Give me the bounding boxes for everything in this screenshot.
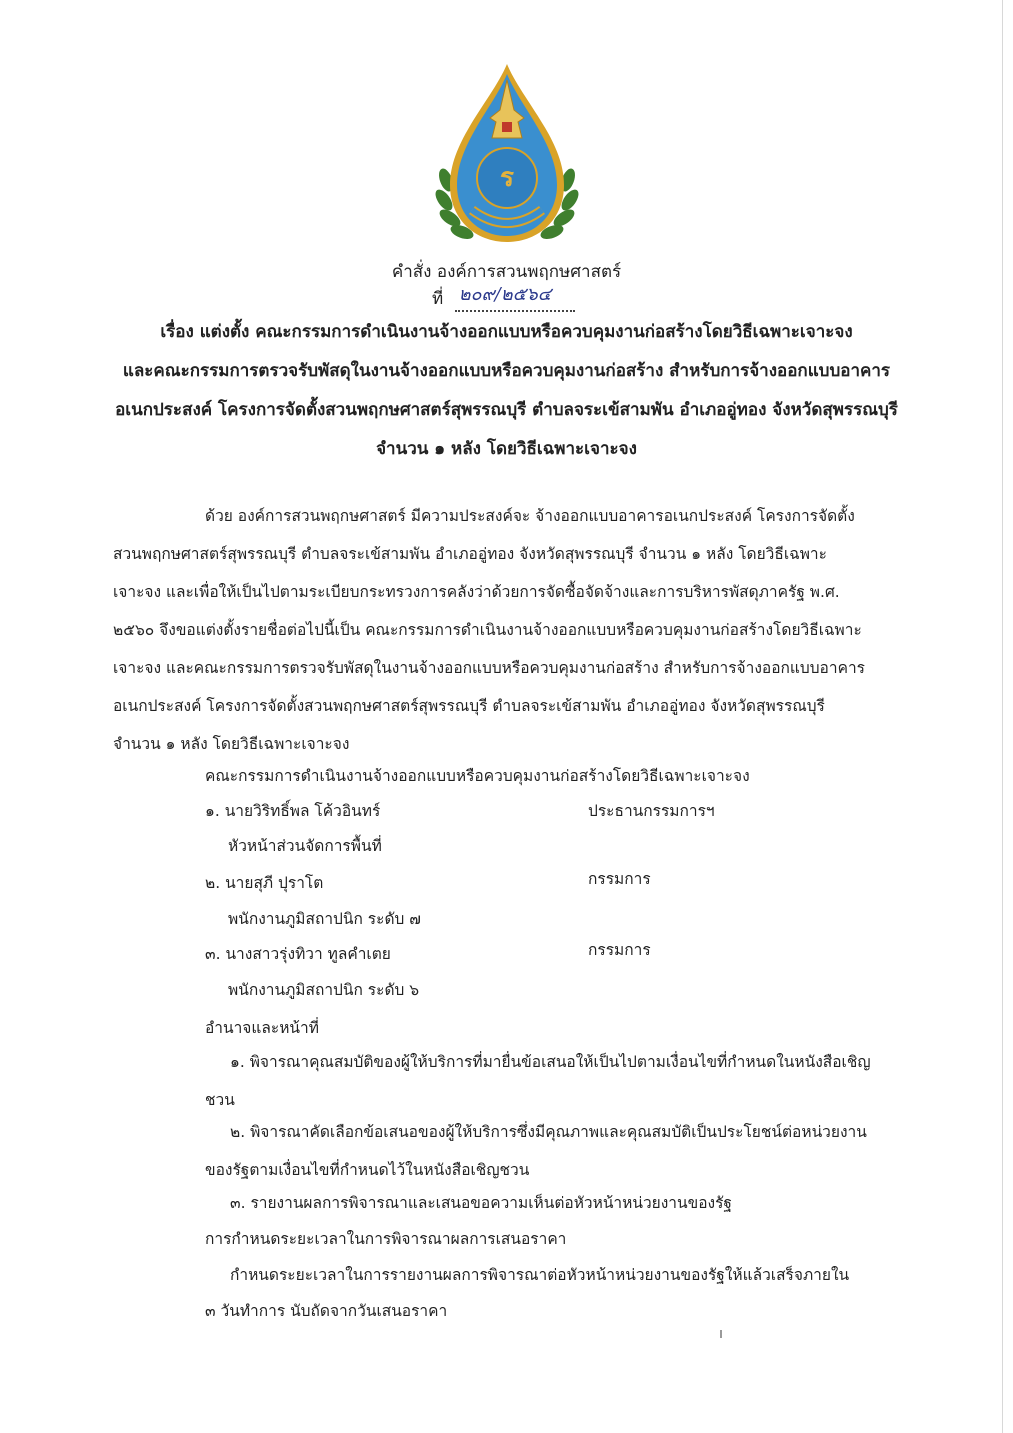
order-number-dotted-line xyxy=(455,284,575,312)
duty-item: ๓. รายงานผลการพิจารณาและเสนอขอความเห็นต่อหัวหน้าหน่วยงานของรัฐ xyxy=(230,1194,732,1212)
paragraph-line: ด้วย องค์การสวนพฤกษศาสตร์ มีความประสงค์จะ จ้างออกแบบอาคารอเนกประสงค์ โครงการจัดตั้ง xyxy=(205,507,855,525)
paragraph-line: เจาะจง และเพื่อให้เป็นไปตามระเบียบกระทรวงการคลังว่าด้วยการจัดซื้อจัดจ้างและการบริหารพัสดุภาครัฐ พ.ศ. xyxy=(113,583,840,601)
scan-speck xyxy=(720,1330,722,1338)
timeframe-text-continuation: ๓ วันทำการ นับถัดจากวันเสนอราคา xyxy=(205,1302,448,1320)
member-role: กรรมการ xyxy=(588,941,651,959)
paragraph-line: เจาะจง และคณะกรรมการตรวจรับพัสดุในงานจ้างออกแบบหรือควบคุมงานก่อสร้าง สำหรับการจ้างออกแบบอาคาร xyxy=(113,659,865,677)
member-role: ประธานกรรมการฯ xyxy=(588,802,715,820)
member-position: พนักงานภูมิสถาปนิก ระดับ ๖ xyxy=(228,981,420,999)
member-role: กรรมการ xyxy=(588,870,651,888)
member-position: หัวหน้าส่วนจัดการพื้นที่ xyxy=(228,837,382,855)
order-number-label: ที่ xyxy=(432,289,444,309)
organization-seal-logo xyxy=(432,60,582,250)
member-name: ๒. นายสุภี ปุราโต xyxy=(205,874,324,892)
member-name: ๑. นายวิริทธิ์พล โค้วอินทร์ xyxy=(205,802,381,820)
member-position: พนักงานภูมิสถาปนิก ระดับ ๗ xyxy=(228,910,421,928)
svg-text:ร: ร xyxy=(500,163,514,193)
paragraph-line: ๒๕๖๐ จึงขอแต่งตั้งรายชื่อต่อไปนี้เป็น คณะกรรมการดำเนินงานจ้างออกแบบหรือควบคุมงานก่อสร้างโดยวิธีเฉพาะ xyxy=(113,621,862,639)
subject-line-4: จำนวน ๑ หลัง โดยวิธีเฉพาะเจาะจง xyxy=(376,439,637,459)
order-number xyxy=(432,285,575,312)
committee-title: คณะกรรมการดำเนินงานจ้างออกแบบหรือควบคุมงานก่อสร้างโดยวิธีเฉพาะเจาะจง xyxy=(205,767,750,785)
order-title: คำสั่ง องค์การสวนพฤกษศาสตร์ xyxy=(391,262,622,282)
timeframe-heading: การกำหนดระยะเวลาในการพิจารณาผลการเสนอราคา xyxy=(205,1230,567,1248)
subject-line-2: และคณะกรรมการตรวจรับพัสดุในงานจ้างออกแบบหรือควบคุมงานก่อสร้าง สำหรับการจ้างออกแบบอาคาร xyxy=(122,361,891,381)
duty-item-continuation: ของรัฐตามเงื่อนไขที่กำหนดไว้ในหนังสือเชิญชวน xyxy=(205,1161,530,1179)
paragraph-line: จำนวน ๑ หลัง โดยวิธีเฉพาะเจาะจง xyxy=(113,735,350,753)
member-name: ๓. นางสาวรุ่งทิวา ทูลคำเตย xyxy=(205,945,391,963)
subject-line-3: อเนกประสงค์ โครงการจัดตั้งสวนพฤกษศาสตร์สุพรรณบุรี ตำบลจระเข้สามพัน อำเภออู่ทอง จังหวัดสุพรรณบุรี xyxy=(115,400,898,420)
duties-heading: อำนาจและหน้าที่ xyxy=(205,1019,319,1037)
duty-item-continuation: ชวน xyxy=(205,1091,235,1109)
timeframe-text: กำหนดระยะเวลาในการรายงานผลการพิจารณาต่อหัวหน้าหน่วยงานของรัฐให้แล้วเสร็จภายใน xyxy=(230,1266,850,1284)
paragraph-line: อเนกประสงค์ โครงการจัดตั้งสวนพฤกษศาสตร์สุพรรณบุรี ตำบลจระเข้สามพัน อำเภออู่ทอง จังหวัดสุพรรณบุรี xyxy=(113,697,825,715)
duty-item: ๑. พิจารณาคุณสมบัติของผู้ให้บริการที่มายื่นข้อเสนอให้เป็นไปตามเงื่อนไขที่กำหนดในหนังสือเชิญ xyxy=(230,1053,871,1071)
order-number-value: ๒๐๙/๒๕๖๔ xyxy=(458,284,552,305)
subject-line-1: เรื่อง แต่งตั้ง คณะกรรมการดำเนินงานจ้างออกแบบหรือควบคุมงานก่อสร้างโดยวิธีเฉพาะเจาะจง xyxy=(160,322,853,342)
paragraph-line: สวนพฤกษศาสตร์สุพรรณบุรี ตำบลจระเข้สามพัน อำเภออู่ทอง จังหวัดสุพรรณบุรี จำนวน ๑ หลัง โดยวิธีเฉพาะ xyxy=(113,545,827,563)
page-edge xyxy=(1002,0,1003,1433)
duty-item: ๒. พิจารณาคัดเลือกข้อเสนอของผู้ให้บริการซึ่งมีคุณภาพและคุณสมบัติเป็นประโยชน์ต่อหน่วยงาน xyxy=(230,1123,867,1141)
